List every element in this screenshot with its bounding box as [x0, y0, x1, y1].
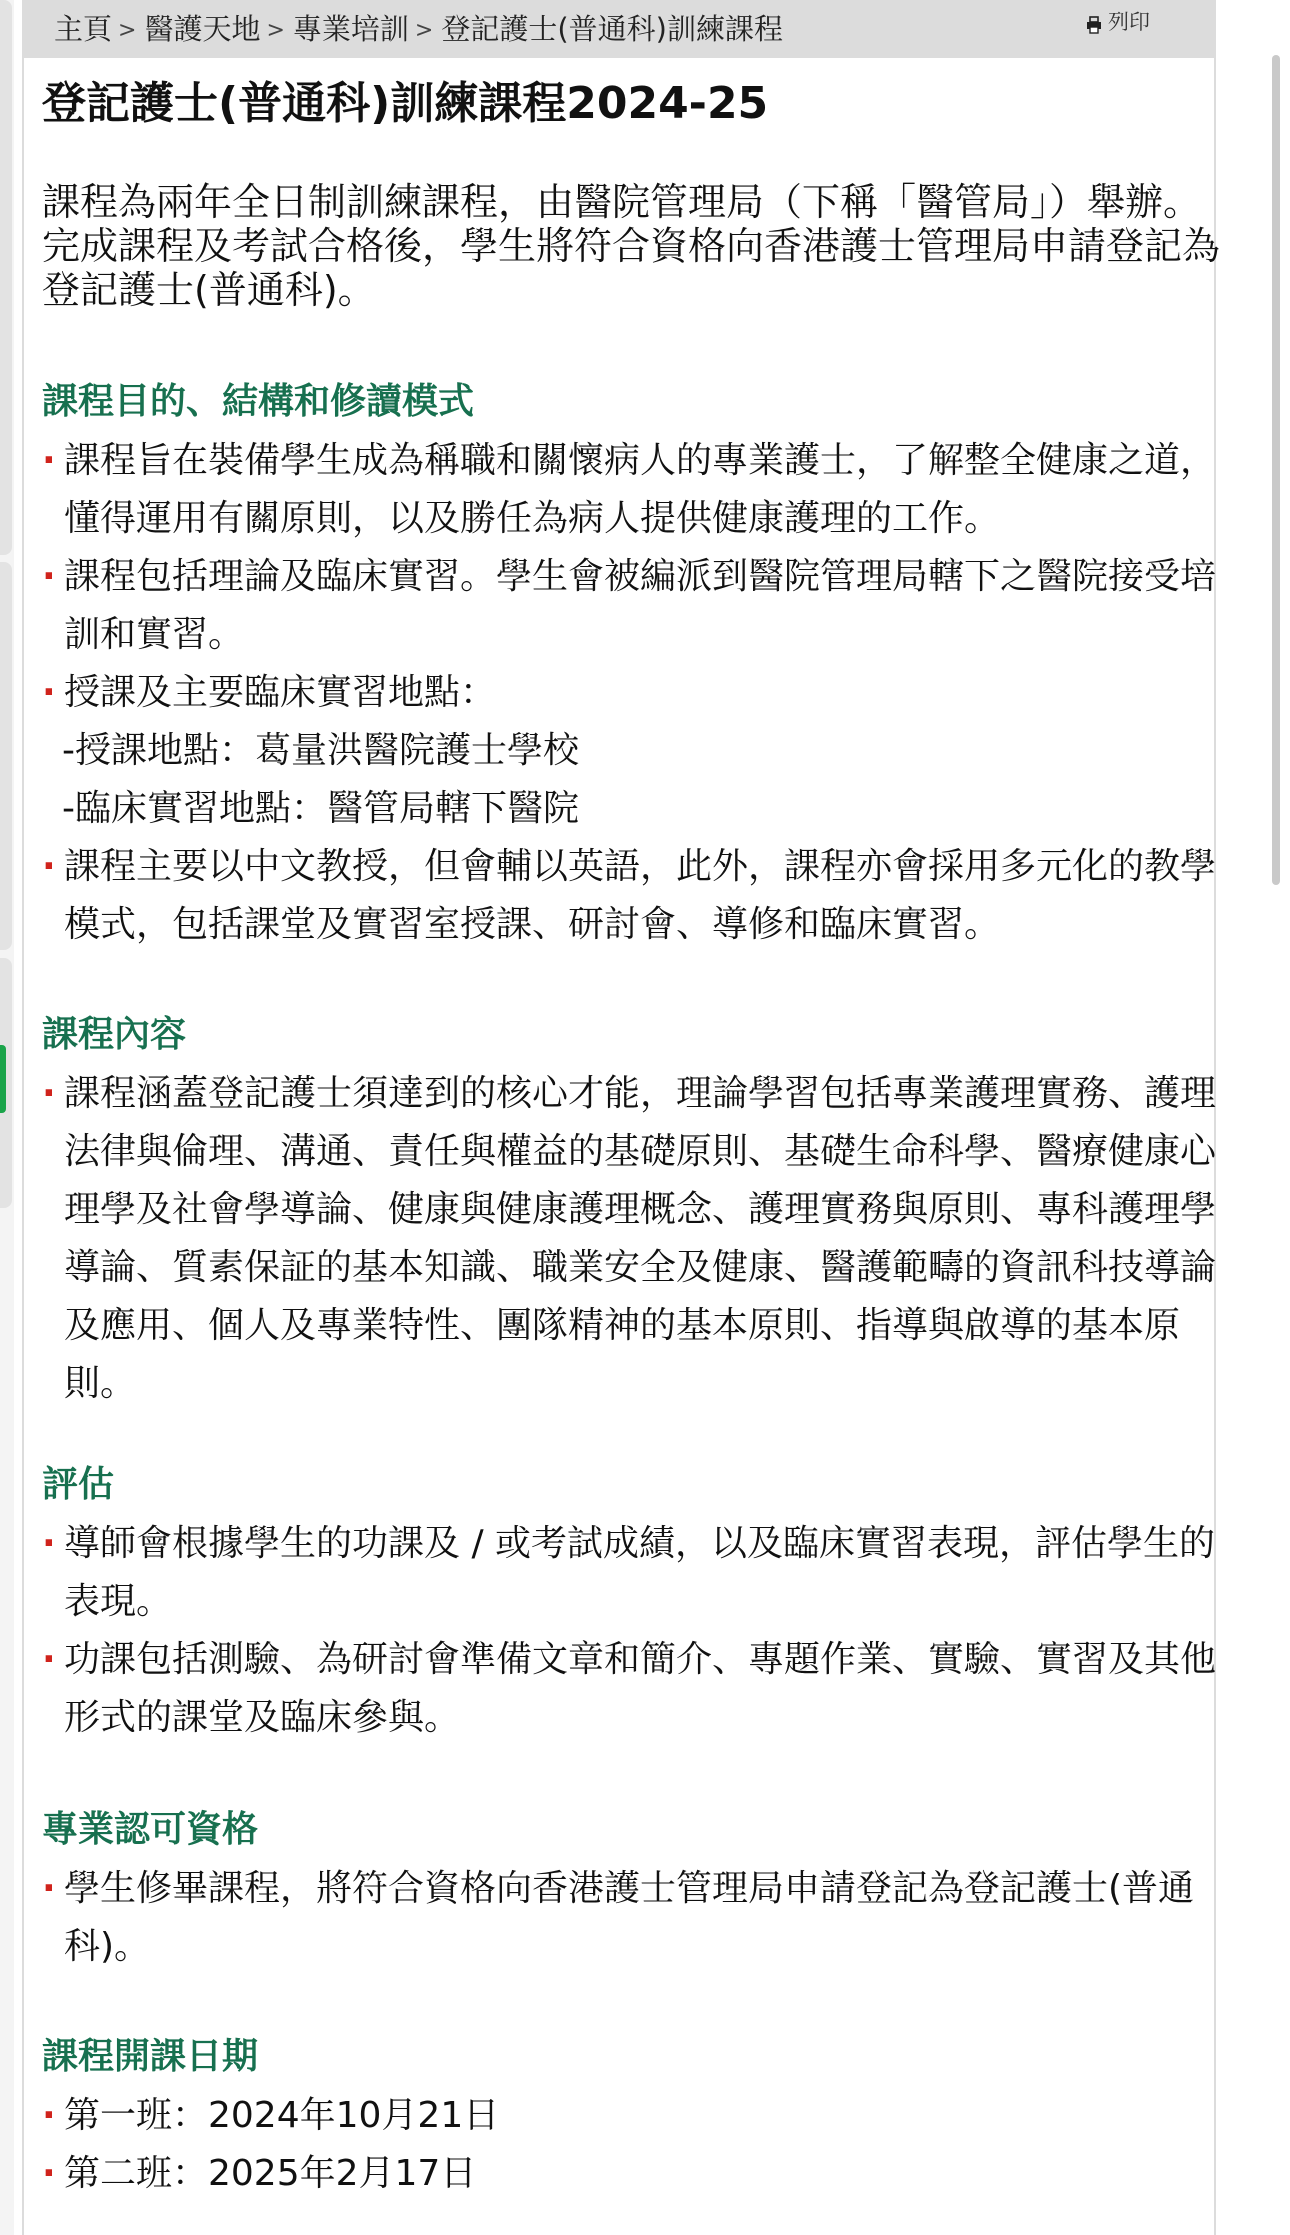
list-item: · 授課及主要臨床實習地點： [42, 664, 1222, 722]
breadcrumb-separator: > [414, 18, 434, 43]
content-column [22, 0, 1221, 2235]
qualification-list [42, 1860, 1222, 1976]
print-icon [1086, 16, 1102, 34]
print-button[interactable] [1086, 6, 1150, 36]
list-item: · 功課包括測驗、為研討會準備文章和簡介、專題作業、實驗、實習及其他形式的課堂及臨床參與。 [42, 1631, 1222, 1747]
breadcrumb-training[interactable]: 專業培訓 [292, 12, 409, 46]
edge-marker [0, 1045, 6, 1113]
list-item: · 第一班：2024年10月21日 [42, 2087, 1222, 2145]
breadcrumb-healthcare[interactable]: 醫護天地 [144, 12, 261, 46]
breadcrumb-home[interactable]: 主頁 [54, 12, 113, 46]
list-sub-item: -臨床實習地點：醫管局轄下醫院 [62, 788, 579, 829]
list-item: · 第二班：2025年2月17日 [42, 2145, 1222, 2203]
section-heading-objectives: 課程目的、結構和修讀模式 [42, 381, 475, 422]
breadcrumb-bar [24, 0, 1214, 58]
breadcrumb-current: 登記護士(普通科)訓練課程 [441, 12, 783, 46]
edge-tab[interactable] [0, 562, 12, 950]
list-sub-item: -授課地點：葛量洪醫院護士學校 [62, 730, 579, 771]
intro-paragraph: 課程為兩年全日制訓練課程，由醫院管理局（下稱「醫管局」）舉辦。完成課程及考試合格後，學生將符合資格向香港護士管理局申請登記為登記護士(普通科)。 [42, 180, 1221, 312]
section-heading-assessment: 評估 [42, 1464, 115, 1505]
section-heading-content: 課程內容 [42, 1014, 187, 1055]
left-edge-panel [0, 0, 14, 2235]
list-item: · 課程包括理論及臨床實習。學生會被編派到醫院管理局轄下之醫院接受培訓和實習。 [42, 548, 1222, 664]
list-item: · 課程主要以中文教授，但會輔以英語，此外，課程亦會採用多元化的教學模式，包括課堂及實習室授課、研討會、導修和臨床實習。 [42, 838, 1222, 954]
print-label: 列印 [1108, 10, 1150, 34]
assessment-list [42, 1515, 1222, 1747]
list-item: · 導師會根據學生的功課及 / 或考試成績，以及臨床實習表現，評估學生的表現。 [42, 1515, 1222, 1631]
section-heading-start-dates: 課程開課日期 [42, 2036, 259, 2077]
breadcrumb-separator: > [118, 18, 137, 43]
vertical-scrollbar[interactable] [1272, 55, 1280, 885]
list-item: · 學生修畢課程，將符合資格向香港護士管理局申請登記為登記護士(普通科)。 [42, 1860, 1222, 1976]
page-title: 登記護士(普通科)訓練課程2024-25 [42, 78, 769, 129]
breadcrumb-separator: > [266, 18, 285, 43]
start-dates-list [42, 2087, 1222, 2203]
list-item: · 課程旨在裝備學生成為稱職和關懷病人的專業護士，了解整全健康之道，懂得運用有關原則，以及勝任為病人提供健康護理的工作。 [42, 432, 1222, 548]
content-list [42, 1065, 1222, 1413]
breadcrumb [54, 8, 783, 54]
edge-tab[interactable] [0, 0, 12, 555]
section-heading-qualification: 專業認可資格 [42, 1809, 259, 1850]
list-item: · 課程涵蓋登記護士須達到的核心才能，理論學習包括專業護理實務、護理法律與倫理、溝通、責任與權益的基礎原則、基礎生命科學、醫療健康心理學及社會學導論、健康與健康護理概念、護理實務與原則、專科護理學導論、質素保証的基本知識、職業安全及健康、醫護範疇的資訊科技導論及應用、個人及專業特性、團隊精神的基本原則、指導與啟導的基本原則。 [42, 1065, 1222, 1413]
objectives-list [42, 432, 1222, 954]
